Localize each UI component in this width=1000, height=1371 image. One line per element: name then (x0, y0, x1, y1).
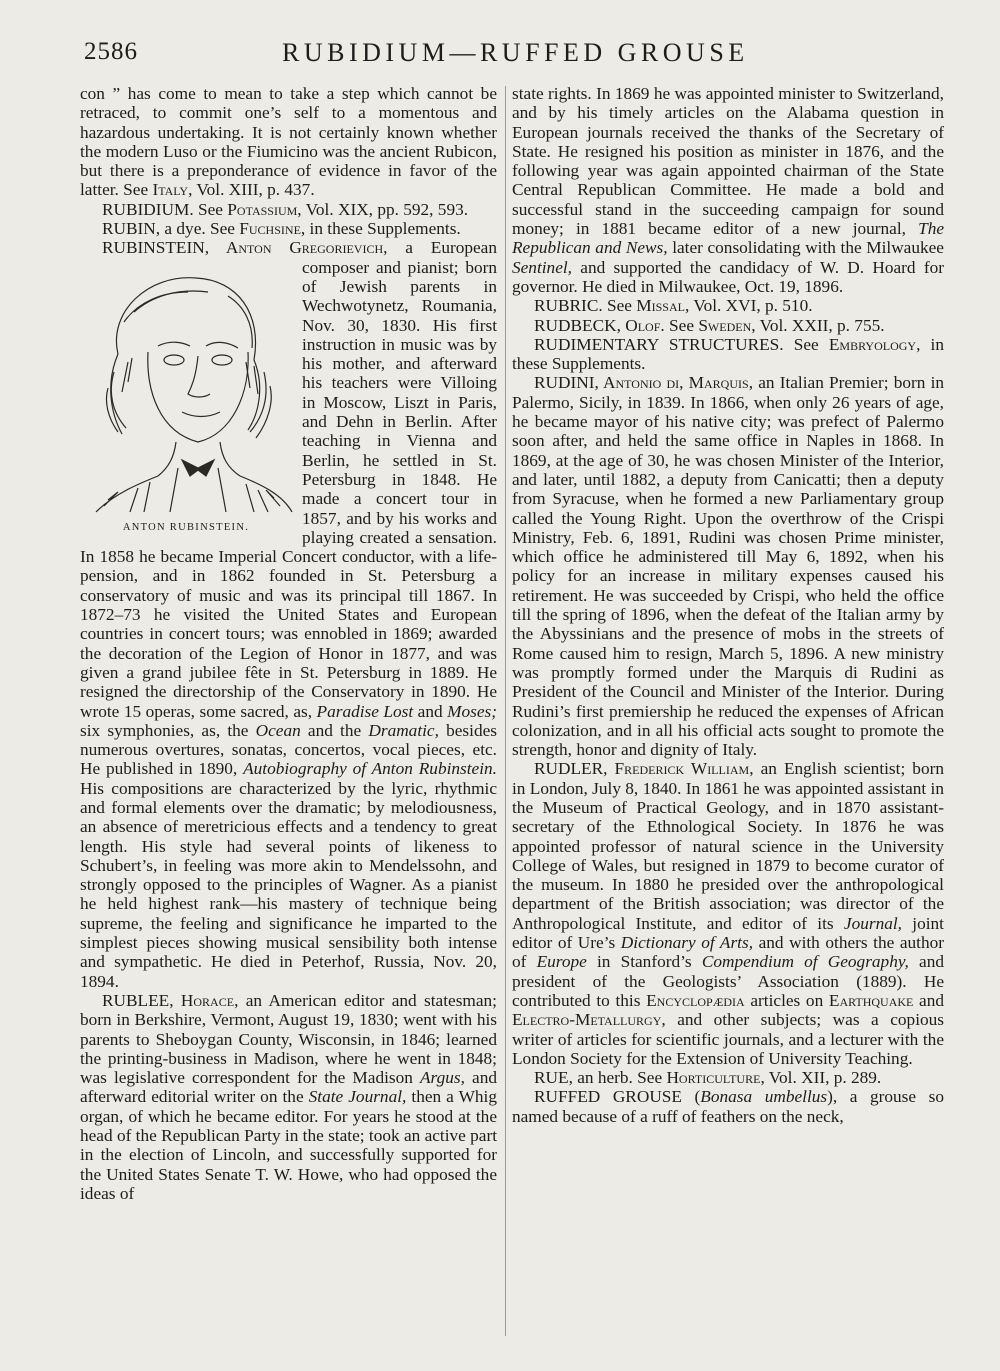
entry-rudler: RUDLER, Frederick William, an English scientist; born in London, July 8, 1840. In 1861 he was appointed assistant in the Museum of Practical Geology, and in 1870 assistant-secretary of the Ethnological Society. In 1876 he was appointed professor of natural science in the University College of Wales, but resigned in 1879 to become curator of the museum. In 1880 he presided over the anthropological department of the British association; was director of the Anthropological Institute, and editor of its Journal, joint editor of Ure’s Dictionary of Arts, and with others the author of Europe in Stanford’s Compendium of Geography, and president of the Geologists’ Association (1889). He contributed to this Encyclopædia articles on Earthquake and Electro-Metallurgy, and other subjects; was a copious writer of articles for scientific journals, and a lecturer with the London Society for the Extension of University Teaching. (512, 759, 945, 1068)
portrait-caption: ANTON RUBINSTEIN. (122, 522, 250, 534)
entry-headword: RUDINI, (534, 373, 599, 393)
cross-reference: Fuchsine (239, 219, 301, 239)
entry-headword: RUDBECK, (534, 315, 621, 335)
cross-reference: Sweden (698, 315, 752, 335)
entry-headword: RUDLER, (534, 759, 608, 779)
rubinstein-portrait-engraving (78, 262, 294, 520)
page-number: 2586 (84, 38, 138, 65)
entry-headword: RUBINSTEIN, (102, 238, 210, 258)
cross-reference: Horticulture (666, 1068, 761, 1088)
entry-headword: RUBIN (102, 219, 156, 239)
cross-reference: Italy (152, 180, 189, 200)
entry-headword: RUBRIC. (534, 296, 603, 316)
entry-rublee: RUBLEE, Horace, an American editor and statesman; born in Berkshire, Vermont, August 19, 1830; went with his parents to Sheboygan County, Wisconsin, in 1846; learned the printing-business in Madison, where he went in 1848; was legislative correspondent for the Madison Argus, and afterward editorial writer on the State Journal, then a Whig organ, of which he became editor. For years he stood at the head of the Republican Party in the state; took an active part in the election of Lincoln, and successfully supported for the United States Senate T. W. Howe, who had opposed the ideas of (80, 990, 498, 1203)
right-column (512, 84, 944, 1126)
running-head: RUBIDIUM—RUFFED GROUSE (282, 38, 749, 67)
entry-rue: RUE, an herb. See Horticulture, Vol. XII, p. 289. (534, 1068, 882, 1088)
entry-headword: RUFFED GROUSE (534, 1087, 682, 1107)
entry-headword: RUBIDIUM. (102, 199, 194, 219)
column-divider (505, 86, 506, 1336)
entry-rubinstein: RUBINSTEIN, Anton Gregorievich ANTON RUBINSTEIN. , a European composer and pianist; born of Jewish parents in Wechwotynetz, Roumania, Nov. 30, 1830. His first instruction in music was by his mother, and afterward his teachers were Villoing in Moscow, Liszt in Paris, and Dehn in Berlin. After teaching in Vienna and Berlin, he settled in St. Petersburg in 1848. He made a concert tour in 1857, and by his works and playing created a sensation. In 1858 he became Imperial Concert conductor, with a life-pension, and in 1862 founded in St. Petersburg a conservatory of music and was its principal till 1867. In 1872–73 he visited the United States and European countries in concert tours; was ennobled in 1869; awarded the decoration of the Legion of Honor in 1877, and was given a grand jubilee fête in St. Petersburg in 1889. He resigned the directorship of the Conservatory in 1890. He wrote 15 operas, some sacred, as, Paradise Lost and Moses; six symphonies, as, the Ocean and the Dramatic, besides numerous overtures, sonatas, concertos, vocal pieces, etc. He published in 1890, Autobiography of Anton Rubinstein. His compositions are characterized by the lyric, rhythmic and formal elements over the dramatic; by melodiousness, an absence of meretricious effects and a tendency to great length. His style had several points of likeness to Schubert’s, in feeling was more akin to Mendelssohn, and strongly opposed to the principles of Wagner. As a pianist he held highest rank—his mastery of technique being supreme, the feeling and significance he imparted to the simplest pieces showing musical sensibility both intense and sympathetic. He died in Peterhof, Russia, Nov. 20, 1894. (80, 238, 498, 991)
entry-headword: RUBLEE, (102, 990, 174, 1010)
cross-reference: Embryology (828, 334, 917, 354)
entry-rubin: RUBIN, a dye. See Fuchsine, in these Supplements. (102, 219, 461, 239)
entry-rubicon-continued: con ” has come to mean to take a step which cannot be retraced, to commit one’s self to a momentous and hazardous undertaking. It is not certainly known whether the modern Luso or the Fiumicino was the ancient Rubicon, but there is a preponderance of evidence in favor of the latter. See Italy, Vol. XIII, p. 437. (80, 84, 497, 200)
cross-reference: Potassium (227, 199, 298, 219)
entry-rudbeck: RUDBECK, Olof. See Sweden, Vol. XXII, p. 755. (534, 315, 885, 335)
portrait-illustration (78, 262, 294, 538)
left-column (80, 84, 497, 1203)
entry-rublee-continued: state rights. In 1869 he was appointed minister to Switzerland, and by his timely articles on the Alabama question in European journals received the thanks of the Secretary of State. He resigned his position as minister in 1876, and the following year was again appointed chairman of the State Central Republican Committee. He made a bold and successful stand in the succeeding campaign for sound money; in 1881 became editor of a new journal, The Republican and News, later consolidating with the Milwaukee Sentinel, and supported the candidacy of W. D. Hoard for governor. He died in Milwaukee, Oct. 19, 1896. (512, 84, 944, 296)
entry-rudimentary-structures: RUDIMENTARY STRUCTURES. See Embryology, in these Supplements. (512, 334, 945, 374)
entry-rudini: RUDINI, Antonio di, Marquis, an Italian Premier; born in Palermo, Sicily, in 1839. In 1866, when only 26 years of age, he became mayor of his native city; was prefect of Palermo soon after, and held the same office in Naples in 1868. In 1869, at the age of 30, he was chosen Minister of the Interior, and later, until 1882, a deputy from Canicatti; then a deputy from Syracuse, when he formed a new Parliamentary group called the Young Right. Upon the overthrow of the Crispi Ministry, Feb. 6, 1891, Rudini was chosen Prime minister, which office he administered till May 6, 1892, when his policy for an increase in military expenses caused his retirement. He was succeeded by Crispi, who held the office till the spring of 1896, when the defeat of the Italian army by the Abyssinians and the presence of mobs in the streets of Rome caused him to resign, March 5, 1896. A new ministry was promptly formed under the Marquis di Rudini as President of the Council and Minister of the Interior. During Rudini’s first premiership he reduced the expenses of African colonization, and in all his official acts sought to promote the strength, honor and dignity of Italy. (512, 373, 945, 760)
entry-rubric: RUBRIC. See Missal, Vol. XVI, p. 510. (534, 296, 813, 316)
entry-ruffed-grouse: RUFFED GROUSE (Bonasa umbellus), a grouse so named because of a ruff of feathers on the neck, (512, 1087, 944, 1126)
cross-reference: Missal (636, 296, 685, 316)
entry-headword: RUDIMENTARY STRUCTURES. (534, 334, 784, 354)
entry-headword: RUE (534, 1068, 569, 1088)
entry-rubidium: RUBIDIUM. See Potassium, Vol. XIX, pp. 592, 593. (102, 199, 469, 219)
